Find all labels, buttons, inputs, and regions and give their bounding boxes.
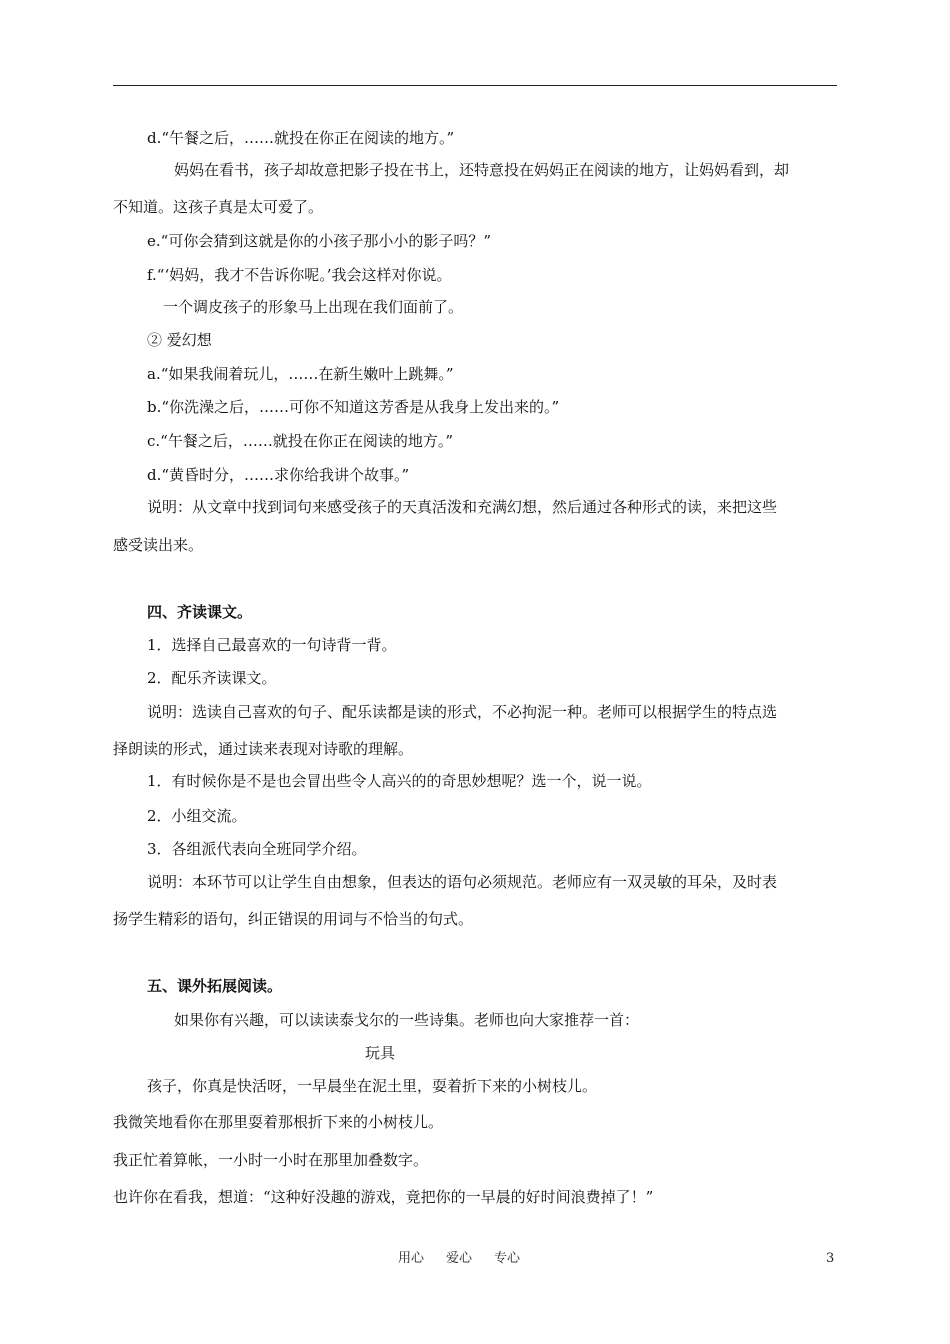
text-line: ② 爱幻想 (147, 331, 212, 349)
text-line: a.“如果我闹着玩儿，……在新生嫩叶上跳舞。” (147, 365, 454, 383)
footer-word: 专心 (494, 1251, 521, 1266)
section-heading: 四、齐读课文。 (147, 603, 253, 621)
page-number: 3 (826, 1251, 835, 1266)
text-line: e.“可你会猜到这就是你的小孩子那小小的影子吗？” (147, 232, 491, 250)
text-line: 扬学生精彩的语句，纠正错误的用词与不恰当的句式。 (113, 910, 474, 928)
text-line: c.“午餐之后，……就投在你正在阅读的地方。” (147, 432, 454, 450)
poem-title: 玩具 (365, 1044, 396, 1062)
text-line: 感受读出来。 (113, 536, 204, 554)
header-rule (113, 85, 837, 86)
text-line: 3．各组派代表向全班同学介绍。 (147, 840, 367, 858)
text-line: 1．选择自己最喜欢的一句诗背一背。 (147, 636, 397, 654)
text-line: 说明：本环节可以让学生自由想象，但表达的语句必须规范。老师应有一双灵敏的耳朵，及时表 (147, 873, 778, 891)
section-heading: 五、课外拓展阅读。 (147, 977, 283, 995)
text-line: d.“黄昏时分，……求你给我讲个故事。” (147, 466, 410, 484)
text-line: d.“午餐之后，……就投在你正在阅读的地方。” (147, 129, 455, 147)
text-line: 2．小组交流。 (147, 807, 247, 825)
text-line: b.“你洗澡之后，……可你不知道这芳香是从我身上发出来的。” (147, 398, 560, 416)
footer-word: 爱心 (446, 1251, 473, 1266)
poem-line: 我正忙着算帐，一小时一小时在那里加叠数字。 (113, 1151, 429, 1169)
text-line: 择朗读的形式，通过读来表现对诗歌的理解。 (113, 740, 414, 758)
text-line: 如果你有兴趣，可以读读泰戈尔的一些诗集。老师也向大家推荐一首： (174, 1011, 640, 1029)
footer-motto (398, 1250, 542, 1268)
text-line: f.“‘妈妈，我才不告诉你呢。’我会这样对你说。 (147, 266, 452, 284)
text-line: 妈妈在看书，孩子却故意把影子投在书上，还特意投在妈妈正在阅读的地方，让妈妈看到，却 (174, 161, 790, 179)
text-line: 说明：从文章中找到词句来感受孩子的天真活泼和充满幻想，然后通过各种形式的读，来把这些 (147, 498, 778, 516)
text-line: 1．有时候你是不是也会冒出些令人高兴的的奇思妙想呢？选一个，说一说。 (147, 772, 652, 790)
poem-line: 孩子，你真是快活呀，一早晨坐在泥土里，耍着折下来的小树枝儿。 (147, 1077, 598, 1095)
poem-line: 我微笑地看你在那里耍着那根折下来的小树枝儿。 (113, 1113, 444, 1131)
text-line: 2．配乐齐读课文。 (147, 669, 277, 687)
footer-word: 用心 (398, 1251, 425, 1266)
poem-line: 也许你在看我，想道：“这种好没趣的游戏，竟把你的一早晨的好时间浪费掉了！” (113, 1188, 654, 1206)
text-line: 一个调皮孩子的形象马上出现在我们面前了。 (163, 298, 464, 316)
text-line: 不知道。这孩子真是太可爱了。 (113, 198, 324, 216)
text-line: 说明：选读自己喜欢的句子、配乐读都是读的形式，不必拘泥一种。老师可以根据学生的特点选 (147, 703, 778, 721)
